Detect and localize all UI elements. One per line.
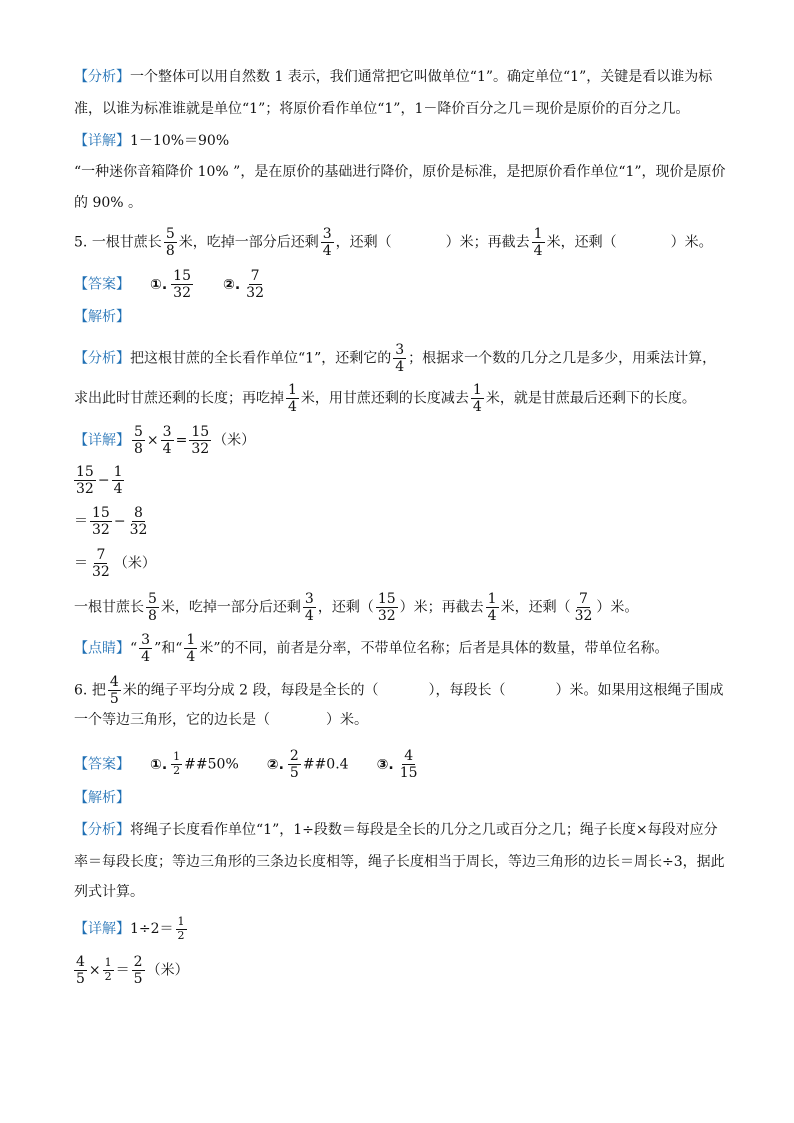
q5-comment-text: “	[130, 640, 138, 657]
answer-marker-2: ②.	[223, 276, 241, 293]
fraction-4-5: $\frac{4}{5}$	[109, 674, 119, 708]
fraction-3-4: $\frac{3}{4}$	[162, 424, 172, 458]
q5-text: 一根甘蔗长	[91, 234, 162, 251]
answer-fraction-15-32: $\frac{15}{32}$	[173, 268, 191, 302]
q5-detail-line-3	[74, 505, 151, 538]
q5-question	[74, 226, 713, 259]
fraction-5-8: $\frac{5}{8}$	[134, 424, 143, 458]
q5-detail-line-4	[74, 547, 156, 580]
q5-detail-line-1	[74, 424, 255, 457]
analysis-tag: 【分析】	[74, 350, 130, 367]
q6-analysis-text: 将绳子长度看作单位“1”，1÷段数＝每段是全长的几分之几或百分之几；绳子长度×每段对应分	[130, 822, 718, 838]
answer-fraction-7-32: $\frac{7}{32}$	[246, 268, 264, 302]
fraction-1-4: $\frac{1}{4}$	[472, 382, 482, 416]
answer-tag: 【答案】	[74, 756, 130, 773]
q5-conclusion	[74, 591, 638, 624]
q4-detail-line-3: 的 90% 。	[74, 195, 143, 211]
q5-comment	[74, 632, 669, 665]
q5-analysis-text: 米，用甘蔗还剩的长度减去	[300, 390, 469, 407]
fraction-7-32: $\frac{7}{32}$	[574, 591, 593, 625]
q6-text: 一个等边三角形，它的边长是（	[74, 712, 270, 728]
answer-alt-0-4: ##0.4	[302, 756, 349, 773]
q6-detail-text: 1÷2＝	[130, 921, 174, 938]
q4-analysis-line-2: 准，以谁为标准谁就是单位“1”；将原价看作单位“1”，1－降价百分之几＝现价是原价的百分之几。	[74, 101, 690, 117]
q6-explain-tag	[74, 787, 130, 809]
q5-conclusion-text: ）米。	[596, 599, 639, 616]
q6-analysis-line-3: 列式计算。	[74, 884, 144, 900]
q5-detail-line-2	[74, 464, 126, 497]
fraction-1-4: $\frac{1}{4}$	[113, 464, 123, 498]
q6-detail-line-2	[74, 954, 189, 987]
q5-text: 米，还剩（	[546, 234, 617, 251]
unit-text: （米）	[213, 432, 256, 449]
q6-question-line-1	[74, 674, 724, 707]
q5-text: 米，吃掉一部分后还剩	[178, 234, 319, 251]
q5-conclusion-text: 米，还剩（	[500, 599, 571, 616]
answer-marker-2: ②.	[266, 756, 284, 773]
minus-sign: −	[97, 472, 110, 489]
answer-fraction-1-2: $\frac{1}{2}$	[173, 750, 181, 778]
fraction-7-32: $\frac{7}{32}$	[92, 547, 110, 581]
fraction-1-4: $\frac{1}{4}$	[487, 591, 497, 625]
q5-analysis-line-2	[74, 382, 696, 415]
detail-tag: 【详解】	[74, 432, 130, 449]
q4-detail-text: 1－10%＝90%	[130, 133, 230, 149]
q5-analysis-text: ；根据求一个数的几分之几是多少，用乘法计算，	[408, 350, 717, 367]
answer-alt-50-percent: ##50%	[184, 756, 239, 773]
fraction-3-4: $\frac{3}{4}$	[141, 632, 151, 666]
fraction-3-4: $\frac{3}{4}$	[395, 342, 405, 376]
q5-comment-text: ”和“	[154, 640, 183, 657]
answer-fraction-4-15: $\frac{4}{15}$	[399, 748, 418, 782]
fraction-15-32: $\frac{15}{32}$	[76, 464, 94, 498]
fraction-1-4: $\frac{1}{4}$	[288, 382, 297, 416]
detail-tag: 【详解】	[74, 921, 130, 938]
analysis-tag: 【分析】	[74, 822, 130, 838]
equals-sign: ＝	[74, 513, 88, 530]
equals-sign: =	[175, 432, 188, 449]
answer-tag: 【答案】	[74, 276, 130, 293]
answer-marker-1: ①.	[150, 276, 168, 293]
q6-analysis-line-2: 率＝每段长度；等边三角形的三条边长度相等，绳子长度相当于周长，等边三角形的边长＝周长÷3，据此	[74, 854, 725, 870]
q5-conclusion-text: ，还剩（	[317, 599, 374, 616]
fraction-5-8: $\frac{5}{8}$	[148, 591, 157, 625]
times-sign: ×	[88, 962, 101, 979]
explain-tag: 【解析】	[74, 790, 130, 806]
q4-detail-line-1	[74, 130, 229, 152]
q5-comment-text: 米”的不同，前者是分率，不带单位名称；后者是具体的数量，带单位名称。	[199, 640, 669, 657]
q6-number: 6.	[74, 682, 88, 699]
q6-answer	[74, 748, 422, 781]
q5-explain-tag	[74, 306, 130, 328]
q5-analysis-text: 把这根甘蔗的全长看作单位“1”，还剩它的	[130, 350, 392, 367]
q4-detail-line-2: “一种迷你音箱降价 10% ”，是在原价的基础进行降价，原价是标准，是把原价看作单位“1”，现价是原价	[74, 164, 726, 180]
q5-analysis-text: 求出此时甘蔗还剩的长度；再吃掉	[74, 390, 284, 407]
times-sign: ×	[146, 432, 159, 449]
q5-conclusion-text: 一根甘蔗长	[74, 599, 144, 616]
unit-text: （米）	[113, 555, 156, 572]
q5-number: 5.	[74, 234, 88, 251]
analysis-tag: 【分析】	[74, 69, 130, 85]
fraction-4-5: $\frac{4}{5}$	[76, 954, 85, 988]
answer-fraction-2-5: $\frac{2}{5}$	[289, 748, 299, 782]
answer-marker-1: ①.	[150, 756, 168, 773]
equals-sign: ＝	[115, 962, 130, 979]
fraction-3-4: $\frac{3}{4}$	[304, 591, 314, 625]
q5-text: ，还剩（	[335, 234, 392, 251]
q5-text: ）米。	[670, 234, 713, 251]
fraction-1-4: $\frac{1}{4}$	[186, 632, 196, 666]
explain-tag: 【解析】	[74, 309, 130, 325]
q6-question-line-2	[74, 709, 368, 731]
q6-text: 把	[91, 682, 106, 699]
fraction-15-32: $\frac{15}{32}$	[191, 424, 210, 458]
answer-marker-3: ③.	[376, 756, 394, 773]
fraction-1-2: $\frac{1}{2}$	[177, 915, 185, 942]
q4-analysis-line-1	[74, 66, 712, 88]
q6-text: ）米。如果用这根绳子围成	[555, 682, 724, 699]
comment-tag: 【点睛】	[74, 640, 130, 657]
q5-text: ）米；再截去	[445, 234, 530, 251]
fraction-8-32: $\frac{8}{32}$	[129, 505, 148, 539]
fraction-15-32: $\frac{15}{32}$	[92, 505, 110, 539]
q6-text: 米的绳子平均分成 2 段，每段是全长的（	[122, 682, 379, 699]
q6-text: ），每段长（	[428, 682, 506, 699]
q4-analysis-text-1: 一个整体可以用自然数 1 表示，我们通常把它叫做单位“1”。确定单位“1”，关键是看以谁为标	[130, 69, 713, 85]
q5-analysis-line-1	[74, 342, 716, 375]
q6-analysis-line-1	[74, 819, 718, 841]
unit-text: （米）	[146, 962, 189, 979]
detail-tag: 【详解】	[74, 133, 130, 149]
fraction-5-8: $\frac{5}{8}$	[165, 226, 175, 260]
q5-answer	[74, 268, 268, 301]
q5-conclusion-text: 米，吃掉一部分后还剩	[160, 599, 301, 616]
fraction-15-32: $\frac{15}{32}$	[377, 591, 396, 625]
minus-sign: −	[113, 513, 126, 530]
q6-detail-line-1	[74, 916, 189, 942]
fraction-1-2: $\frac{1}{2}$	[104, 956, 112, 984]
q5-conclusion-text: ）米；再截去	[399, 599, 484, 616]
q6-text: ）米。	[326, 712, 368, 728]
equals-sign: ＝	[74, 555, 88, 572]
fraction-1-4: $\frac{1}{4}$	[533, 226, 543, 260]
fraction-3-4: $\frac{3}{4}$	[322, 226, 332, 260]
fraction-2-5: $\frac{2}{5}$	[133, 954, 143, 988]
q5-analysis-text: 米，就是甘蔗最后还剩下的长度。	[485, 390, 696, 407]
